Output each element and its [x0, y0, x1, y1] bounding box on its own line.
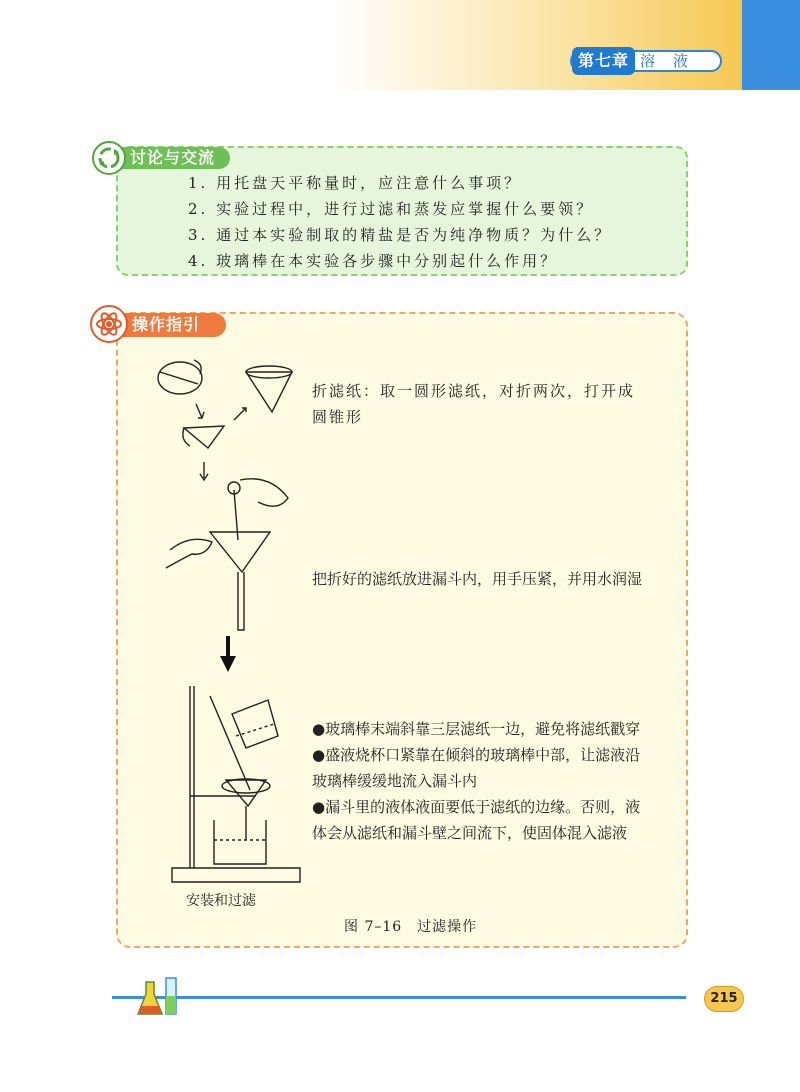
step-filtration-notes	[312, 716, 652, 846]
chapter-topic: 溶液	[640, 52, 707, 70]
header-blue-strip	[742, 0, 800, 90]
flask-icon	[128, 970, 188, 1020]
question-item: 1. 用托盘天平称量时，应注意什么事项？	[188, 174, 523, 192]
question-list	[188, 170, 612, 274]
step-place-filter-paper: 把折好的滤纸放进漏斗内，用手压紧，并用水润湿	[312, 570, 643, 588]
discussion-title: 讨论与交流	[130, 148, 216, 167]
guide-title: 操作指引	[132, 315, 201, 334]
note-item: ●盛液烧杯口紧靠在倾斜的玻璃棒中部，让滤液沿玻璃棒缓缓地流入漏斗内	[312, 746, 641, 790]
header-gradient	[330, 0, 750, 90]
recycle-icon	[92, 141, 126, 175]
illustration-caption: 安装和过滤	[186, 893, 256, 909]
question-item: 2. 实验过程中，进行过滤和蒸发应掌握什么要领？	[188, 200, 595, 218]
atom-icon	[90, 305, 128, 343]
page-number: 215	[704, 986, 744, 1012]
filtration-illustration	[150, 340, 310, 900]
note-item: ●玻璃棒末端斜靠三层滤纸一边，避免将滤纸戳穿	[312, 720, 641, 738]
step-fold-filter-paper: 折滤纸：取一圆形滤纸，对折两次，打开成圆锥形	[312, 382, 636, 426]
question-item: 4. 玻璃棒在本实验各步骤中分别起什么作用？	[188, 252, 559, 270]
figure-caption: 图 7–16 过滤操作	[344, 919, 478, 935]
note-item: ●漏斗里的液体液面要低于滤纸的边缘。否则，液体会从滤纸和漏斗壁之间流下，使固体混入滤液	[312, 798, 641, 842]
chapter-label: 第七章	[572, 47, 635, 75]
question-item: 3. 通过本实验制取的精盐是否为纯净物质？为什么？	[188, 226, 613, 244]
footer-rule	[112, 996, 686, 999]
